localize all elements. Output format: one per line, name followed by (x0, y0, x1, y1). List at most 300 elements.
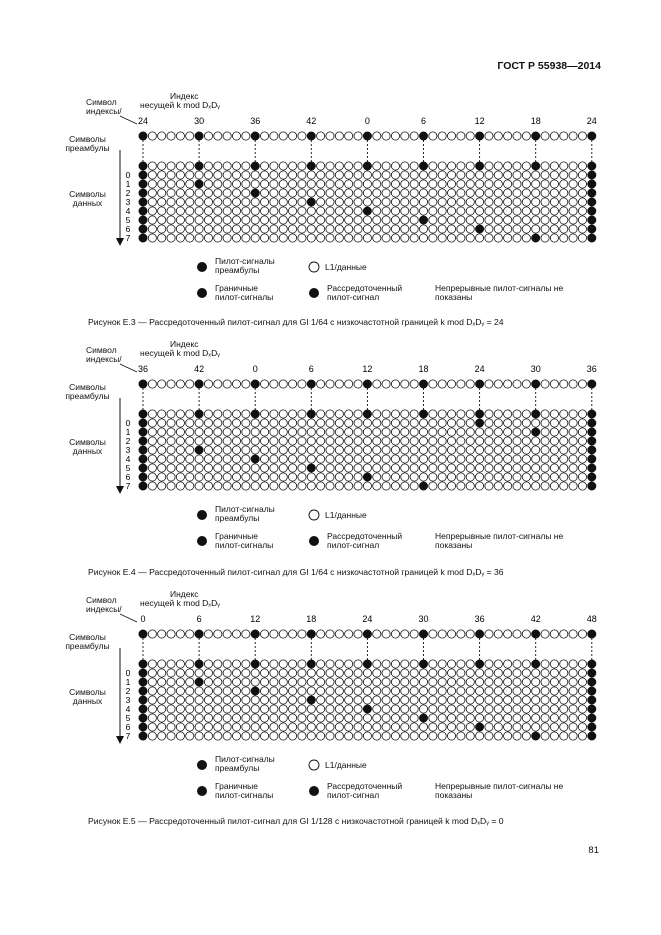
legend-scattered-pilot: Рассредоточенный пилот-сигнал (327, 781, 403, 800)
data-cell (345, 189, 353, 197)
data-cell (270, 419, 278, 427)
pilot-cell (363, 410, 371, 418)
data-cell (186, 714, 194, 722)
data-cell (289, 428, 297, 436)
data-cell (550, 464, 558, 472)
data-cell (401, 446, 409, 454)
data-cell (251, 428, 259, 436)
data-cell (513, 446, 521, 454)
l1-data-cell (466, 630, 474, 638)
data-cell (522, 428, 530, 436)
data-cell (457, 714, 465, 722)
data-cell (494, 678, 502, 686)
l1-data-cell (504, 380, 512, 388)
data-cell (578, 669, 586, 677)
data-cell (232, 678, 240, 686)
data-cell (186, 419, 194, 427)
data-cell (158, 455, 166, 463)
data-cell (354, 473, 362, 481)
data-cell (251, 723, 259, 731)
data-cell (532, 419, 540, 427)
data-cell (186, 171, 194, 179)
data-cell (391, 455, 399, 463)
data-cell (214, 216, 222, 224)
data-cell (242, 234, 250, 242)
data-cell (317, 234, 325, 242)
data-cell (513, 482, 521, 490)
data-cell (541, 216, 549, 224)
l1-data-cell (401, 380, 409, 388)
data-cell (279, 660, 287, 668)
data-cell (289, 723, 297, 731)
data-cell (410, 189, 418, 197)
data-cell (410, 714, 418, 722)
data-cell (232, 705, 240, 713)
data-cell (232, 180, 240, 188)
data-cell (476, 234, 484, 242)
preamble-pilot-cell (419, 132, 427, 140)
data-cell (204, 455, 212, 463)
data-cell (242, 482, 250, 490)
data-cell (429, 180, 437, 188)
data-cell (148, 428, 156, 436)
data-cell (569, 216, 577, 224)
pilot-cell (139, 446, 147, 454)
data-symbols-label: Символы данных (69, 437, 106, 456)
data-cell (148, 678, 156, 686)
data-cell (578, 171, 586, 179)
pilot-cell (588, 455, 596, 463)
data-cell (504, 482, 512, 490)
data-cell (419, 419, 427, 427)
data-cell (148, 437, 156, 445)
data-row-label: 1 (125, 677, 131, 687)
data-cell (541, 189, 549, 197)
pilot-cell (588, 410, 596, 418)
data-cell (550, 189, 558, 197)
data-cell (541, 171, 549, 179)
data-cell (373, 446, 381, 454)
pilot-cell (139, 732, 147, 740)
data-cell (550, 171, 558, 179)
data-cell (232, 198, 240, 206)
l1-data-cell (447, 132, 455, 140)
data-cell (373, 225, 381, 233)
carrier-tick-label: 42 (306, 116, 317, 126)
data-cell (195, 723, 203, 731)
data-cell (410, 687, 418, 695)
data-cell (504, 660, 512, 668)
data-cell (167, 669, 175, 677)
data-cell (289, 410, 297, 418)
data-cell (279, 410, 287, 418)
l1-data-cell (204, 630, 212, 638)
data-cell (504, 171, 512, 179)
data-cell (522, 732, 530, 740)
legend-l1-data-marker (309, 760, 319, 770)
pilot-cell (139, 428, 147, 436)
preamble-pilot-cell (363, 630, 371, 638)
data-cell (401, 234, 409, 242)
data-cell (167, 171, 175, 179)
data-cell (419, 234, 427, 242)
data-cell (176, 446, 184, 454)
data-cell (251, 207, 259, 215)
pilot-cell (139, 198, 147, 206)
l1-data-cell (513, 630, 521, 638)
data-cell (279, 678, 287, 686)
pilot-cell (139, 437, 147, 445)
data-cell (167, 732, 175, 740)
data-cell (522, 207, 530, 215)
data-cell (466, 207, 474, 215)
l1-data-cell (317, 132, 325, 140)
carrier-index-label: Индекс (170, 339, 199, 349)
data-cell (345, 723, 353, 731)
data-cell (438, 234, 446, 242)
data-cell (186, 189, 194, 197)
data-cell (270, 428, 278, 436)
data-cell (232, 410, 240, 418)
data-cell (391, 225, 399, 233)
data-cell (186, 234, 194, 242)
data-cell (167, 410, 175, 418)
data-cell (569, 464, 577, 472)
data-cell (176, 464, 184, 472)
data-cell (578, 234, 586, 242)
data-cell (232, 446, 240, 454)
data-cell (326, 714, 334, 722)
carrier-tick-label: 24 (474, 364, 485, 374)
data-cell (260, 473, 268, 481)
data-cell (345, 410, 353, 418)
data-cell (242, 207, 250, 215)
data-cell (513, 687, 521, 695)
carrier-tick-label: 30 (530, 364, 541, 374)
data-cell (307, 669, 315, 677)
caption-e5: Рисунок Е.5 — Рассредоточенный пилот-сигнал для GI 1/128 с низкочастотной границей k mod DₓDᵧ = 0 (88, 816, 504, 826)
data-cell (186, 446, 194, 454)
data-cell (419, 428, 427, 436)
data-cell (429, 723, 437, 731)
data-cell (204, 669, 212, 677)
data-cell (167, 723, 175, 731)
data-cell (485, 428, 493, 436)
data-cell (289, 669, 297, 677)
data-cell (260, 660, 268, 668)
data-cell (158, 678, 166, 686)
data-cell (176, 437, 184, 445)
data-cell (186, 180, 194, 188)
data-cell (466, 410, 474, 418)
data-cell (513, 234, 521, 242)
data-cell (289, 714, 297, 722)
data-cell (363, 171, 371, 179)
data-cell (335, 696, 343, 704)
data-cell (513, 189, 521, 197)
data-cell (522, 410, 530, 418)
data-cell (466, 464, 474, 472)
data-cell (373, 482, 381, 490)
data-cell (195, 419, 203, 427)
l1-data-cell (242, 630, 250, 638)
pilot-cell (363, 473, 371, 481)
carrier-tick-label: 12 (362, 364, 373, 374)
data-cell (260, 714, 268, 722)
data-cell (186, 428, 194, 436)
data-cell (214, 482, 222, 490)
index-label: индексы/ (86, 106, 122, 116)
data-cell (391, 446, 399, 454)
data-cell (569, 428, 577, 436)
data-cell (457, 464, 465, 472)
l1-data-cell (438, 630, 446, 638)
data-cell (410, 732, 418, 740)
data-cell (391, 234, 399, 242)
data-cell (550, 669, 558, 677)
data-cell (504, 216, 512, 224)
data-cell (401, 705, 409, 713)
data-cell (578, 732, 586, 740)
data-cell (532, 696, 540, 704)
data-cell (457, 198, 465, 206)
data-cell (298, 723, 306, 731)
data-cell (260, 419, 268, 427)
data-cell (354, 687, 362, 695)
data-cell (494, 732, 502, 740)
data-cell (494, 714, 502, 722)
data-cell (223, 473, 231, 481)
data-cell (317, 180, 325, 188)
data-cell (532, 189, 540, 197)
data-cell (354, 198, 362, 206)
data-cell (242, 189, 250, 197)
data-cell (373, 216, 381, 224)
data-cell (232, 162, 240, 170)
data-cell (485, 216, 493, 224)
data-cell (279, 696, 287, 704)
pilot-cell (588, 216, 596, 224)
data-cell (232, 723, 240, 731)
data-cell (541, 198, 549, 206)
data-cell (317, 207, 325, 215)
data-cell (419, 455, 427, 463)
data-cell (148, 732, 156, 740)
data-cell (317, 482, 325, 490)
data-cell (298, 696, 306, 704)
data-cell (223, 723, 231, 731)
data-cell (148, 714, 156, 722)
carrier-tick-label: 42 (194, 364, 205, 374)
data-cell (260, 437, 268, 445)
pilot-cell (588, 446, 596, 454)
data-cell (242, 216, 250, 224)
data-cell (326, 437, 334, 445)
pilot-cell (307, 464, 315, 472)
data-cell (251, 234, 259, 242)
data-cell (317, 732, 325, 740)
data-cell (401, 473, 409, 481)
data-cell (326, 171, 334, 179)
data-cell (504, 455, 512, 463)
data-cell (560, 410, 568, 418)
data-cell (504, 234, 512, 242)
data-cell (504, 669, 512, 677)
data-cell (242, 705, 250, 713)
data-cell (186, 669, 194, 677)
data-cell (373, 162, 381, 170)
data-cell (345, 732, 353, 740)
data-cell (410, 696, 418, 704)
data-cell (214, 678, 222, 686)
pilot-cell (588, 696, 596, 704)
legend-preamble-pilot-marker (197, 262, 207, 272)
preamble-pilot-cell (476, 380, 484, 388)
data-cell (466, 428, 474, 436)
data-cell (363, 696, 371, 704)
pilot-cell (363, 207, 371, 215)
data-cell (560, 225, 568, 233)
data-cell (447, 428, 455, 436)
data-cell (298, 234, 306, 242)
data-cell (223, 419, 231, 427)
data-cell (429, 207, 437, 215)
carrier-tick-label: 6 (420, 116, 427, 126)
data-cell (466, 234, 474, 242)
pilot-grid-svg (0, 92, 661, 342)
data-cell (242, 162, 250, 170)
l1-data-cell (522, 132, 530, 140)
data-cell (363, 455, 371, 463)
pilot-grid-svg (0, 590, 661, 840)
data-cell (270, 446, 278, 454)
legend-edge-pilot-marker (197, 536, 207, 546)
data-cell (373, 419, 381, 427)
data-cell (326, 446, 334, 454)
data-row-label: 5 (125, 215, 131, 225)
data-cell (569, 687, 577, 695)
data-cell (298, 687, 306, 695)
data-cell (232, 660, 240, 668)
data-cell (438, 198, 446, 206)
data-cell (195, 464, 203, 472)
data-row-label: 0 (125, 668, 131, 678)
data-cell (541, 162, 549, 170)
data-cell (223, 216, 231, 224)
data-cell (260, 678, 268, 686)
data-cell (513, 464, 521, 472)
data-cell (232, 714, 240, 722)
data-cell (176, 714, 184, 722)
l1-data-cell (410, 380, 418, 388)
data-cell (569, 225, 577, 233)
data-cell (457, 410, 465, 418)
data-cell (513, 696, 521, 704)
data-cell (289, 207, 297, 215)
data-cell (317, 171, 325, 179)
data-cell (410, 669, 418, 677)
data-cell (494, 234, 502, 242)
data-symbols-label: Символы данных (69, 189, 106, 208)
data-cell (466, 216, 474, 224)
data-cell (513, 660, 521, 668)
l1-data-cell (167, 630, 175, 638)
data-cell (476, 714, 484, 722)
data-cell (186, 473, 194, 481)
preamble-pilot-cell (588, 132, 596, 140)
data-cell (279, 428, 287, 436)
carrier-index-label: Индекс (170, 589, 199, 599)
data-cell (270, 705, 278, 713)
data-cell (373, 437, 381, 445)
data-cell (326, 464, 334, 472)
data-cell (307, 225, 315, 233)
data-cell (251, 464, 259, 472)
data-cell (345, 482, 353, 490)
data-cell (204, 419, 212, 427)
data-cell (260, 455, 268, 463)
data-cell (270, 207, 278, 215)
data-cell (354, 428, 362, 436)
data-cell (532, 446, 540, 454)
data-cell (148, 189, 156, 197)
l1-data-cell (232, 630, 240, 638)
data-cell (447, 678, 455, 686)
pilot-cell (588, 225, 596, 233)
data-cell (447, 696, 455, 704)
l1-data-cell (541, 630, 549, 638)
data-cell (354, 189, 362, 197)
l1-data-cell (522, 630, 530, 638)
data-cell (438, 660, 446, 668)
data-cell (317, 696, 325, 704)
data-cell (251, 446, 259, 454)
l1-data-cell (504, 630, 512, 638)
data-cell (214, 687, 222, 695)
data-cell (289, 419, 297, 427)
data-cell (457, 171, 465, 179)
pilot-cell (139, 419, 147, 427)
data-cell (550, 216, 558, 224)
data-cell (232, 455, 240, 463)
data-cell (560, 455, 568, 463)
data-cell (513, 437, 521, 445)
data-cell (214, 198, 222, 206)
data-cell (335, 714, 343, 722)
data-cell (148, 660, 156, 668)
data-cell (494, 162, 502, 170)
data-cell (373, 705, 381, 713)
data-cell (504, 419, 512, 427)
data-cell (158, 207, 166, 215)
data-cell (204, 732, 212, 740)
data-cell (410, 419, 418, 427)
data-cell (298, 171, 306, 179)
data-cell (382, 437, 390, 445)
data-cell (307, 687, 315, 695)
pilot-cell (139, 678, 147, 686)
data-cell (251, 482, 259, 490)
data-cell (419, 189, 427, 197)
data-cell (363, 180, 371, 188)
data-cell (494, 410, 502, 418)
data-cell (578, 428, 586, 436)
preamble-pilot-cell (363, 380, 371, 388)
l1-data-cell (298, 380, 306, 388)
data-cell (158, 464, 166, 472)
pilot-cell (139, 687, 147, 695)
data-cell (167, 464, 175, 472)
